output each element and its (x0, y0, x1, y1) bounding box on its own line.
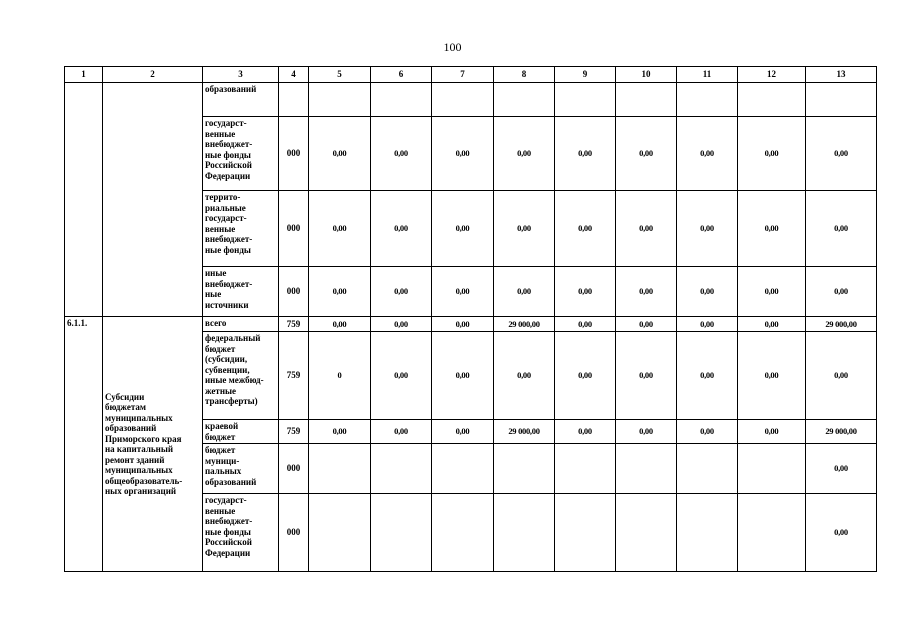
value-cell (806, 83, 877, 117)
value-cell: 0,00 (806, 332, 877, 420)
value-cell: 0,00 (677, 191, 738, 267)
value-cell: 0,00 (555, 317, 616, 332)
header-row (65, 67, 877, 83)
value-cell: 0,00 (494, 117, 555, 191)
value-cell: 29 000,00 (806, 420, 877, 444)
header-cell: 3 (203, 67, 279, 83)
header-cell: 5 (309, 67, 371, 83)
value-cell: 0,00 (616, 191, 677, 267)
value-cell (432, 83, 494, 117)
value-cell: 0,00 (371, 267, 432, 317)
code-cell (279, 83, 309, 117)
code-cell: 000 (279, 191, 309, 267)
value-cell: 0,00 (738, 191, 806, 267)
code-cell: 000 (279, 117, 309, 191)
value-cell (309, 494, 371, 572)
value-cell: 0,00 (677, 332, 738, 420)
value-cell (309, 444, 371, 494)
value-cell: 0,00 (371, 317, 432, 332)
value-cell (555, 83, 616, 117)
funding-source-label: иные внебюджет- ные источники (203, 267, 279, 317)
header-cell: 4 (279, 67, 309, 83)
value-cell: 0,00 (738, 332, 806, 420)
funding-source-label: образований (203, 83, 279, 117)
value-cell: 0,00 (677, 317, 738, 332)
value-cell (738, 494, 806, 572)
value-cell (555, 444, 616, 494)
header-cell: 11 (677, 67, 738, 83)
value-cell (555, 494, 616, 572)
value-cell: 0,00 (677, 267, 738, 317)
code-cell: 759 (279, 420, 309, 444)
value-cell: 0,00 (309, 191, 371, 267)
value-cell: 0,00 (432, 191, 494, 267)
value-cell (616, 444, 677, 494)
value-cell: 0,00 (432, 332, 494, 420)
value-cell (371, 494, 432, 572)
row-description-cell (103, 83, 203, 317)
value-cell: 29 000,00 (494, 420, 555, 444)
value-cell: 0,00 (555, 191, 616, 267)
funding-source-label: террито- риальные государст- венные внебюджет- ные фонды (203, 191, 279, 267)
code-cell: 000 (279, 444, 309, 494)
header-cell: 2 (103, 67, 203, 83)
value-cell (432, 494, 494, 572)
value-cell (432, 444, 494, 494)
value-cell: 0,00 (677, 117, 738, 191)
value-cell: 0,00 (806, 191, 877, 267)
code-cell: 000 (279, 267, 309, 317)
header-cell: 8 (494, 67, 555, 83)
value-cell: 0,00 (806, 117, 877, 191)
value-cell (677, 494, 738, 572)
value-cell: 0,00 (738, 317, 806, 332)
value-cell (494, 83, 555, 117)
value-cell: 0,00 (432, 317, 494, 332)
funding-source-label: бюджет муници- пальных образований (203, 444, 279, 494)
page-number: 100 (443, 40, 462, 54)
value-cell (738, 444, 806, 494)
value-cell: 0,00 (616, 117, 677, 191)
value-cell: 0,00 (494, 191, 555, 267)
value-cell: 0,00 (432, 117, 494, 191)
value-cell: 29 000,00 (806, 317, 877, 332)
value-cell (494, 444, 555, 494)
value-cell (677, 83, 738, 117)
value-cell: 0,00 (309, 420, 371, 444)
value-cell (494, 494, 555, 572)
value-cell: 0,00 (371, 117, 432, 191)
value-cell (616, 494, 677, 572)
header-cell: 10 (616, 67, 677, 83)
funding-source-label: всего (203, 317, 279, 332)
value-cell: 0,00 (616, 332, 677, 420)
value-cell: 0,00 (806, 267, 877, 317)
value-cell: 0,00 (677, 420, 738, 444)
value-cell: 0,00 (432, 420, 494, 444)
value-cell: 0,00 (806, 444, 877, 494)
value-cell: 0,00 (555, 267, 616, 317)
value-cell: 0,00 (555, 332, 616, 420)
table-row (65, 317, 877, 332)
value-cell: 0,00 (371, 191, 432, 267)
value-cell: 0,00 (806, 494, 877, 572)
value-cell: 29 000,00 (494, 317, 555, 332)
value-cell: 0,00 (494, 267, 555, 317)
value-cell: 0,00 (616, 420, 677, 444)
header-cell: 12 (738, 67, 806, 83)
value-cell: 0,00 (555, 420, 616, 444)
table-row (65, 83, 877, 117)
code-cell: 000 (279, 494, 309, 572)
value-cell (677, 444, 738, 494)
budget-table (64, 66, 877, 572)
value-cell (309, 83, 371, 117)
funding-source-label: краевой бюджет (203, 420, 279, 444)
code-cell: 759 (279, 317, 309, 332)
value-cell: 0 (309, 332, 371, 420)
value-cell: 0,00 (738, 267, 806, 317)
funding-source-label: государст- венные внебюджет- ные фонды Российской Федерации (203, 117, 279, 191)
header-cell: 9 (555, 67, 616, 83)
header-cell: 7 (432, 67, 494, 83)
value-cell: 0,00 (616, 317, 677, 332)
header-cell: 6 (371, 67, 432, 83)
header-cell: 1 (65, 67, 103, 83)
value-cell: 0,00 (371, 420, 432, 444)
value-cell: 0,00 (616, 267, 677, 317)
value-cell: 0,00 (309, 117, 371, 191)
value-cell (616, 83, 677, 117)
funding-source-label: государст- венные внебюджет- ные фонды Российской Федерации (203, 494, 279, 572)
value-cell (371, 444, 432, 494)
value-cell: 0,00 (494, 332, 555, 420)
header-cell: 13 (806, 67, 877, 83)
row-description-cell: Субсидии бюджетам муниципальных образований Приморского края на капитальный ремонт зданий муниципальных общеобразователь- ных организаций (103, 317, 203, 572)
value-cell (738, 83, 806, 117)
value-cell: 0,00 (738, 117, 806, 191)
code-cell: 759 (279, 332, 309, 420)
value-cell: 0,00 (555, 117, 616, 191)
funding-source-label: федеральный бюджет (субсидии, субвенции, иные межбюд- жетные трансферты) (203, 332, 279, 420)
value-cell: 0,00 (309, 317, 371, 332)
value-cell (371, 83, 432, 117)
value-cell: 0,00 (371, 332, 432, 420)
value-cell: 0,00 (432, 267, 494, 317)
row-index-cell: 6.1.1. (65, 317, 103, 572)
value-cell: 0,00 (738, 420, 806, 444)
value-cell: 0,00 (309, 267, 371, 317)
row-index-cell (65, 83, 103, 317)
